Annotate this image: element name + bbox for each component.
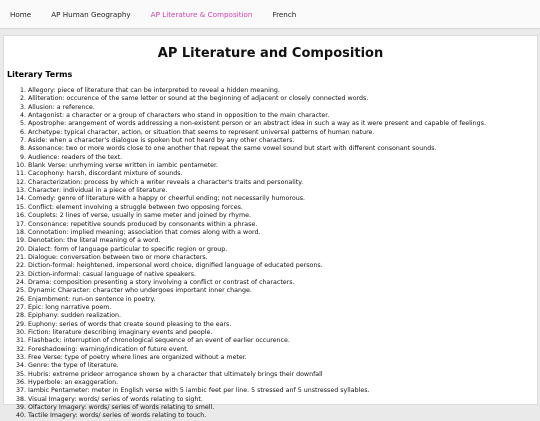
- term-item: 21. Dialogue: conversation between two or more characters.: [28, 254, 537, 262]
- term-item: 26. Enjambment: run-on sentence in poetry.: [28, 296, 537, 304]
- term-item: 6. Archetype: typical character, action, or situation that seems to represent universal patterns of human nature.: [28, 129, 537, 137]
- term-item: 13. Character: individual in a piece of literature.: [28, 187, 537, 195]
- term-item: 22. Diction-formal: heightened, impersonal word choice, dignified language of educated persons.: [28, 262, 537, 270]
- term-item: 30. Fiction: literature describing imaginary events and people.: [28, 329, 537, 337]
- term-item: 36. Hyperbole: an exaggeration.: [28, 379, 537, 387]
- term-item: 24. Drama: composition presenting a story involving a conflict or contrast of characters.: [28, 279, 537, 287]
- term-item: 9. Audience: readers of the text.: [28, 154, 537, 162]
- term-item: 35. Hubris: extreme prideor arrogance shown by a character that ultimately brings their downfall: [28, 371, 537, 379]
- term-item: 25. Dynamic Character: character who undergoes important inner change.: [28, 287, 537, 295]
- term-item: 5. Apostrophe: arangement of words addressing a non-existent person or an abstract idea in such a way as it were present and capable of feelings.: [28, 120, 537, 128]
- term-item: 2. Alliteration: occurence of the same letter or sound at the beginning of adjacent or closely connected words.: [28, 95, 537, 103]
- term-item: 23. Diction-informal: casual language of native speakers.: [28, 271, 537, 279]
- main-content-panel: [3, 35, 538, 420]
- term-item: 38. Visual Imagery: words/ series of words relating to sight.: [28, 396, 537, 404]
- top-navbar: [0, 0, 540, 29]
- term-item: 11. Cacophony: harsh, discordant mixture of sounds.: [28, 170, 537, 178]
- nav-link-home[interactable]: Home: [10, 9, 32, 19]
- term-item: 20. Dialect: form of language particular to specific region or group.: [28, 246, 537, 254]
- section-heading-literary-terms: Literary Terms: [7, 70, 73, 79]
- nav-link-ap-literature[interactable]: AP Literature & Composition: [150, 9, 253, 19]
- nav-link-french[interactable]: French: [272, 9, 297, 19]
- literary-terms-list: [4, 87, 537, 421]
- nav-link-ap-human-geography[interactable]: AP Human Geography: [51, 9, 131, 19]
- term-item: 15. Conflict: element involving a struggle between two opposing forces.: [28, 204, 537, 212]
- term-item: 3. Allusion: a reference.: [28, 104, 537, 112]
- term-item: 32. Foreshadowing: warning/indication of future event.: [28, 346, 537, 354]
- term-item: 37. Iambic Pentameter: meter in English verse with 5 iambic feet per line. 5 stressed anf 5 unstressed syllables.: [28, 387, 537, 395]
- term-item: 28. Epiphany: sudden realization.: [28, 312, 537, 320]
- term-item: 19. Denotation: the literal meaning of a word.: [28, 237, 537, 245]
- term-item: 16. Couplets: 2 lines of verse, usually in same meter and joined by rhyme.: [28, 212, 537, 220]
- term-item: 34. Genre: the type of literature.: [28, 362, 537, 370]
- term-item: 18. Connotation: implied meaning; association that comes along with a word.: [28, 229, 537, 237]
- term-item: 17. Consonance: repetitive sounds produced by consonants within a phrase.: [28, 221, 537, 229]
- term-item: 1. Allegory: piece of literature that can be interpreted to reveal a hidden meaning.: [28, 87, 537, 95]
- term-item: 14. Comedy: genre of literature with a happy or cheerful ending; not necessarily humorous.: [28, 195, 537, 203]
- term-item: 29. Euphony: series of words that create sound pleasing to the ears.: [28, 321, 537, 329]
- term-item: 40. Tactile Imagery: words/ series of words relating to touch.: [28, 412, 537, 420]
- term-item: 31. Flashback: interruption of chronological sequence of an event of earlier occurence.: [28, 337, 537, 345]
- page-title: AP Literature and Composition: [157, 46, 384, 61]
- term-item: 7. Aside: when a character's dialogue is spoken but not heard by any other characters.: [28, 137, 537, 145]
- term-item: 12. Characterization: process by which a writer reveals a character's traits and personality.: [28, 179, 537, 187]
- term-item: 33. Free Verse: type of poetry where lines are organized without a meter.: [28, 354, 537, 362]
- term-item: 8. Assonance: two or more words close to one another that repeat the same vowel sound but start with different consonant sounds.: [28, 145, 537, 153]
- term-item: 27. Epic: long narrative poem.: [28, 304, 537, 312]
- term-item: 4. Antagonist: a character or a group of characters who stand in opposition to the main character.: [28, 112, 537, 120]
- term-item: 39. Olfactory Imagery: words/ series of words relating to smell.: [28, 404, 537, 412]
- term-item: 10. Blank Verse: unrhyming verse written in iambic pentameter.: [28, 162, 537, 170]
